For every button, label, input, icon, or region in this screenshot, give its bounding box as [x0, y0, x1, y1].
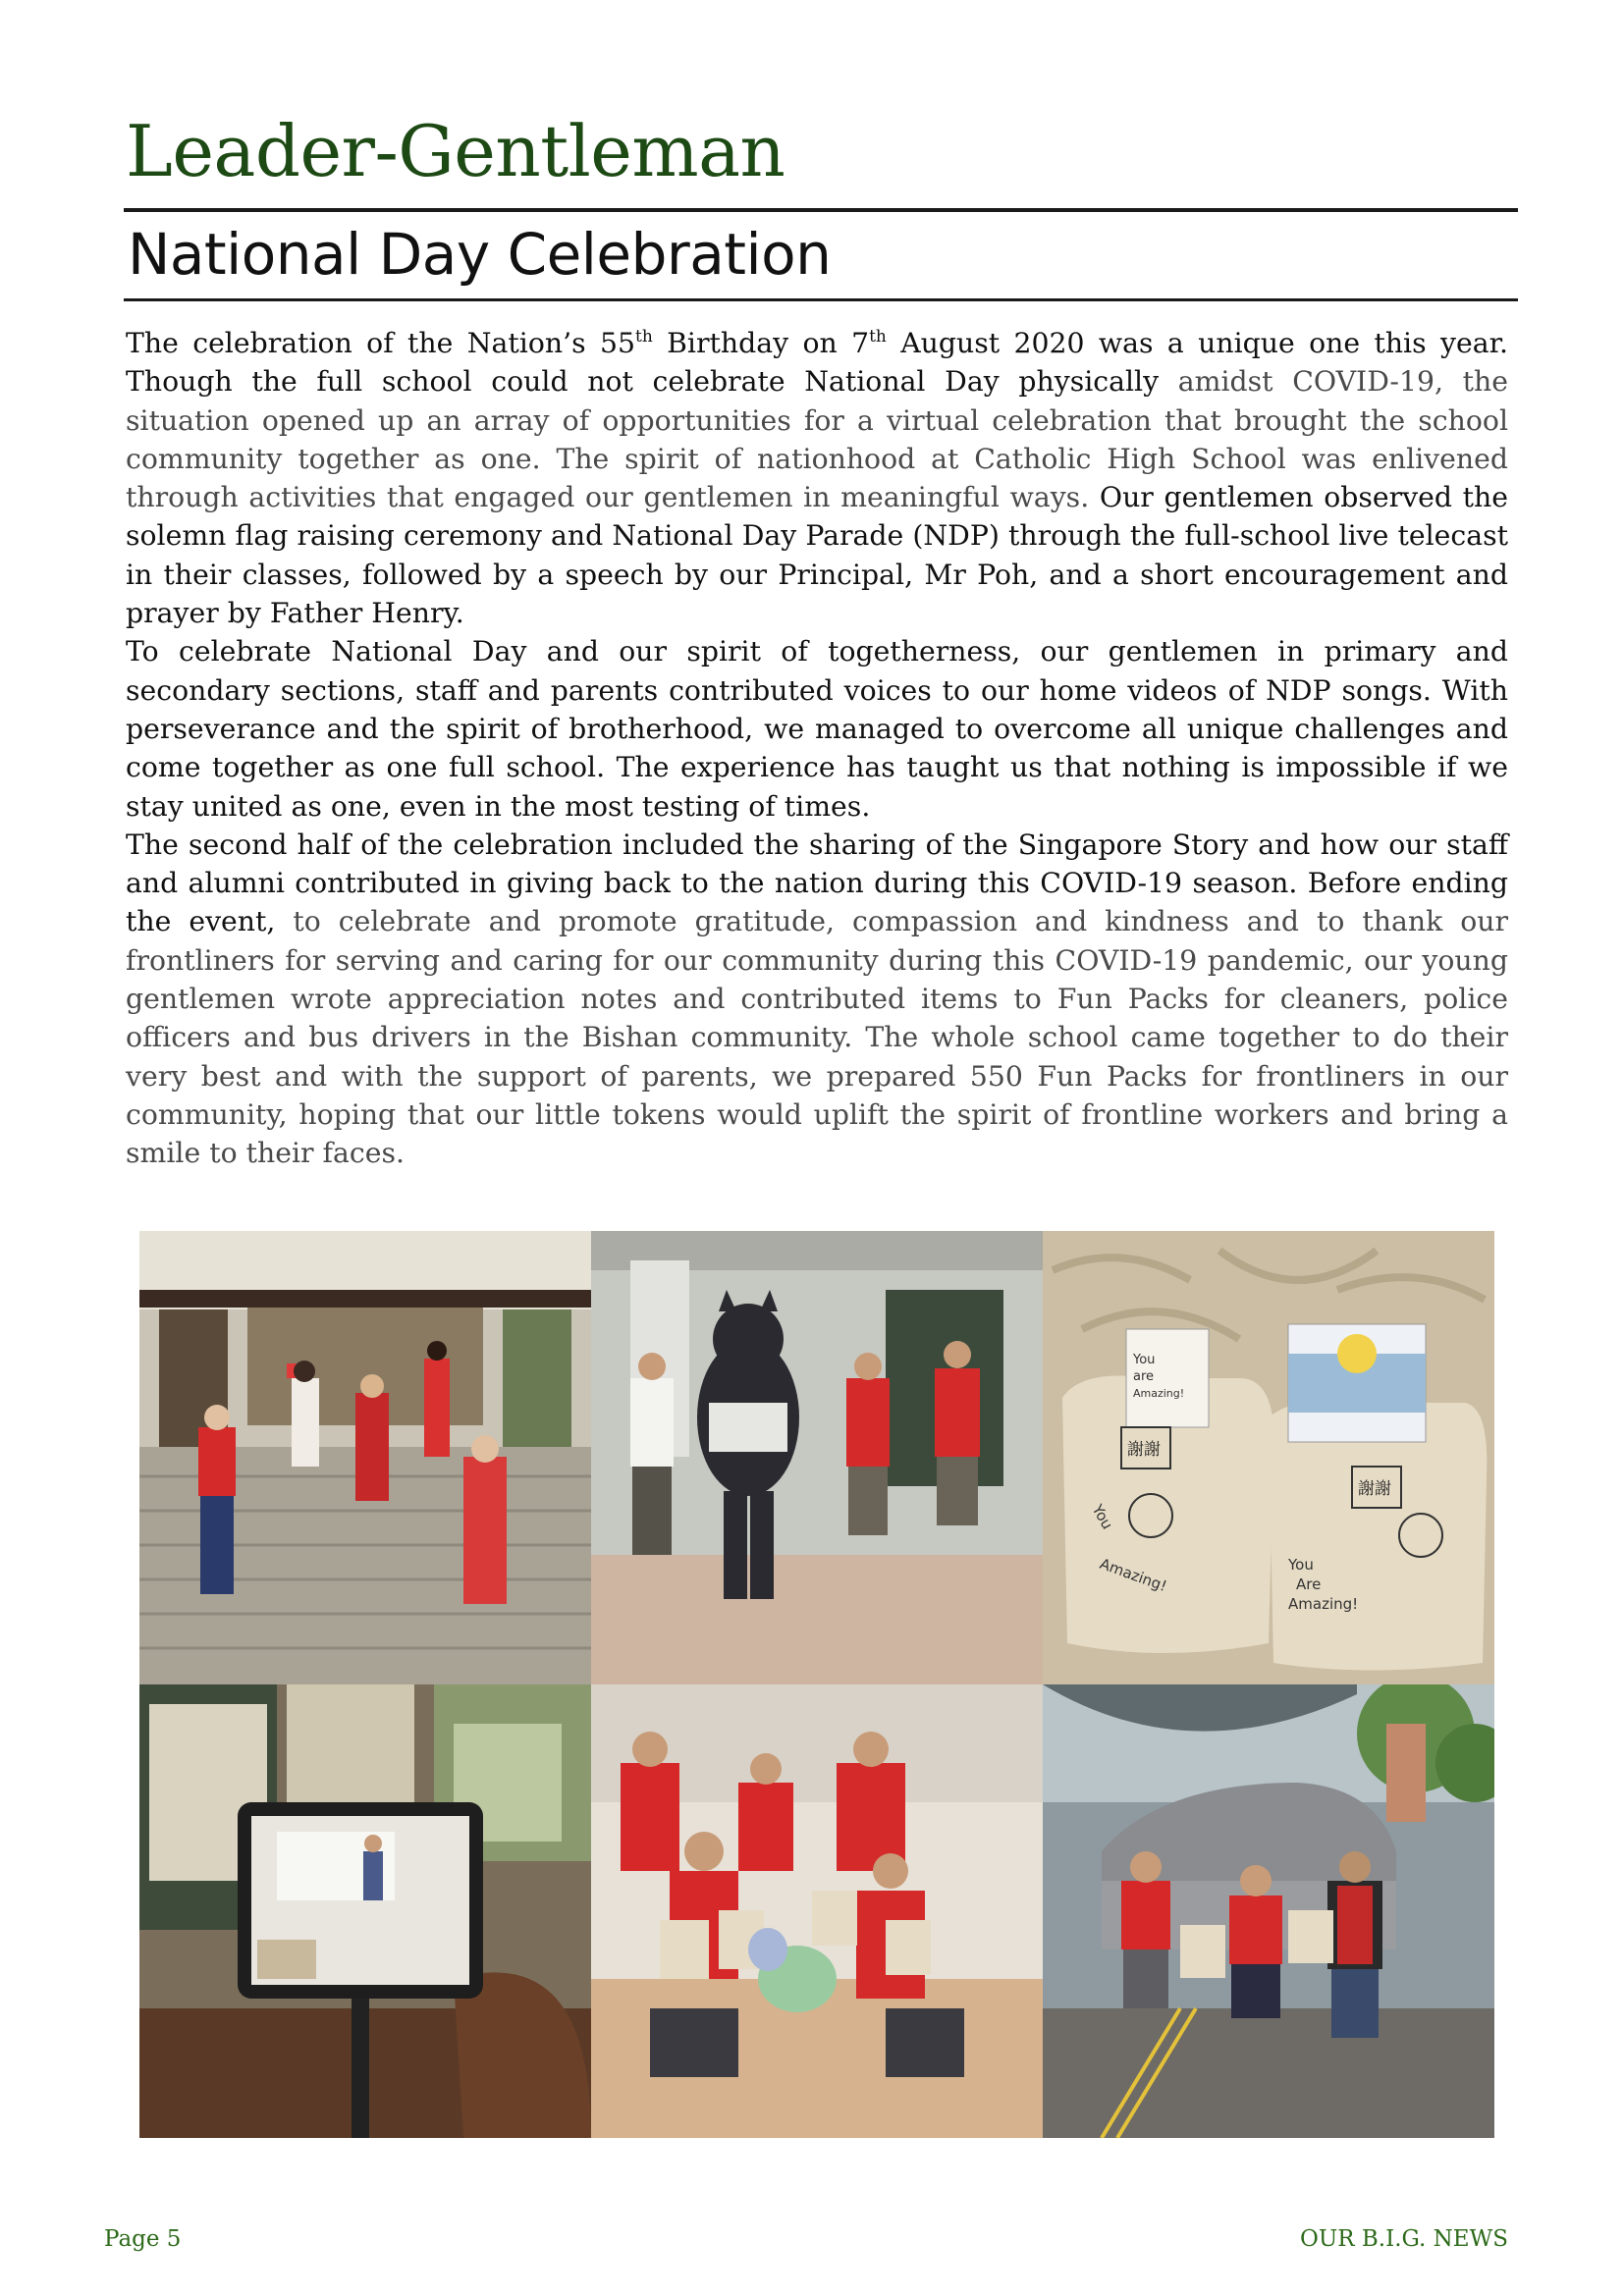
paragraph-3: The second half of the celebration included the sharing of the Singapore Story and how our staff and alumni contributed in giving back to the nation during this COVID-19 season. Before ending the event, to celebrate and promote gratitude, compassion and kindness and to thank our frontliners for serving and caring for our community during this COVID-19 pandemic, our young gentlemen wrote appreciation notes and contributed items to Fun Packs for cleaners, police officers and bus drivers in the Bishan community. The whole school came together to do their very best and with the support of parents, we prepared 550 Fun Packs for frontliners in our community, hoping that our little tokens would uplift the spirit of frontline workers and bring a smile to their faces.	[126, 828, 1508, 1170]
photo-tote-bags	[1043, 1231, 1494, 1684]
photo-grid	[139, 1231, 1494, 2138]
svg-text:謝謝: 謝謝	[1358, 1479, 1391, 1499]
bag-label-thanks: 謝謝	[1127, 1440, 1161, 1460]
svg-text:You: You	[1088, 1501, 1117, 1533]
page-title: Leader-Gentleman	[126, 110, 785, 192]
svg-text:You: You	[1288, 1556, 1314, 1574]
footer-page-number: Page 5	[104, 2226, 182, 2252]
article-body	[126, 324, 1508, 1173]
svg-text:are: are	[1133, 1369, 1155, 1384]
footer-newsletter-name: OUR B.I.G. NEWS	[1300, 2226, 1508, 2252]
photo-car-handover	[1043, 1684, 1494, 2138]
paragraph-2: To celebrate National Day and our spirit of togetherness, our gentlemen in primary and secondary sections, staff and parents contributed voices to our home videos of NDP songs. With perseverance and the spirit of brotherhood, we managed to overcome all unique challenges and come together as one full school. The experience has taught us that nothing is impossible if we stay united as one, even in the most testing of times.	[126, 635, 1508, 823]
section-rule	[124, 298, 1518, 301]
photo-mascot	[591, 1231, 1043, 1684]
section-title: National Day Celebration	[128, 221, 832, 288]
paragraph-1: The celebration of the Nation’s 55th Birthday on 7th August 2020 was a unique one this year. Though the full school could not celebrate National Day physically amidst COVID-19, the situation opened up an array of opportunities for a virtual celebration that brought the school community together as one. The spirit of nationhood at Catholic High School was enlivened through activities that engaged our gentlemen in meaningful ways. Our gentlemen observed the solemn flag raising ceremony and National Day Parade (NDP) through the full-school live telecast in their classes, followed by a speech by our Principal, Mr Poh, and a short encouragement and prayer by Father Henry.	[126, 327, 1509, 630]
photo-tablet	[139, 1684, 591, 2138]
svg-text:Are: Are	[1296, 1575, 1322, 1593]
svg-text:Amazing!: Amazing!	[1097, 1554, 1169, 1596]
title-rule	[124, 208, 1518, 212]
svg-text:Amazing!: Amazing!	[1288, 1595, 1359, 1613]
svg-text:You: You	[1133, 1353, 1156, 1367]
photo-flag-steps	[139, 1231, 591, 1684]
svg-text:Amazing!: Amazing!	[1133, 1387, 1185, 1400]
photo-students-funpacks	[591, 1684, 1043, 2138]
